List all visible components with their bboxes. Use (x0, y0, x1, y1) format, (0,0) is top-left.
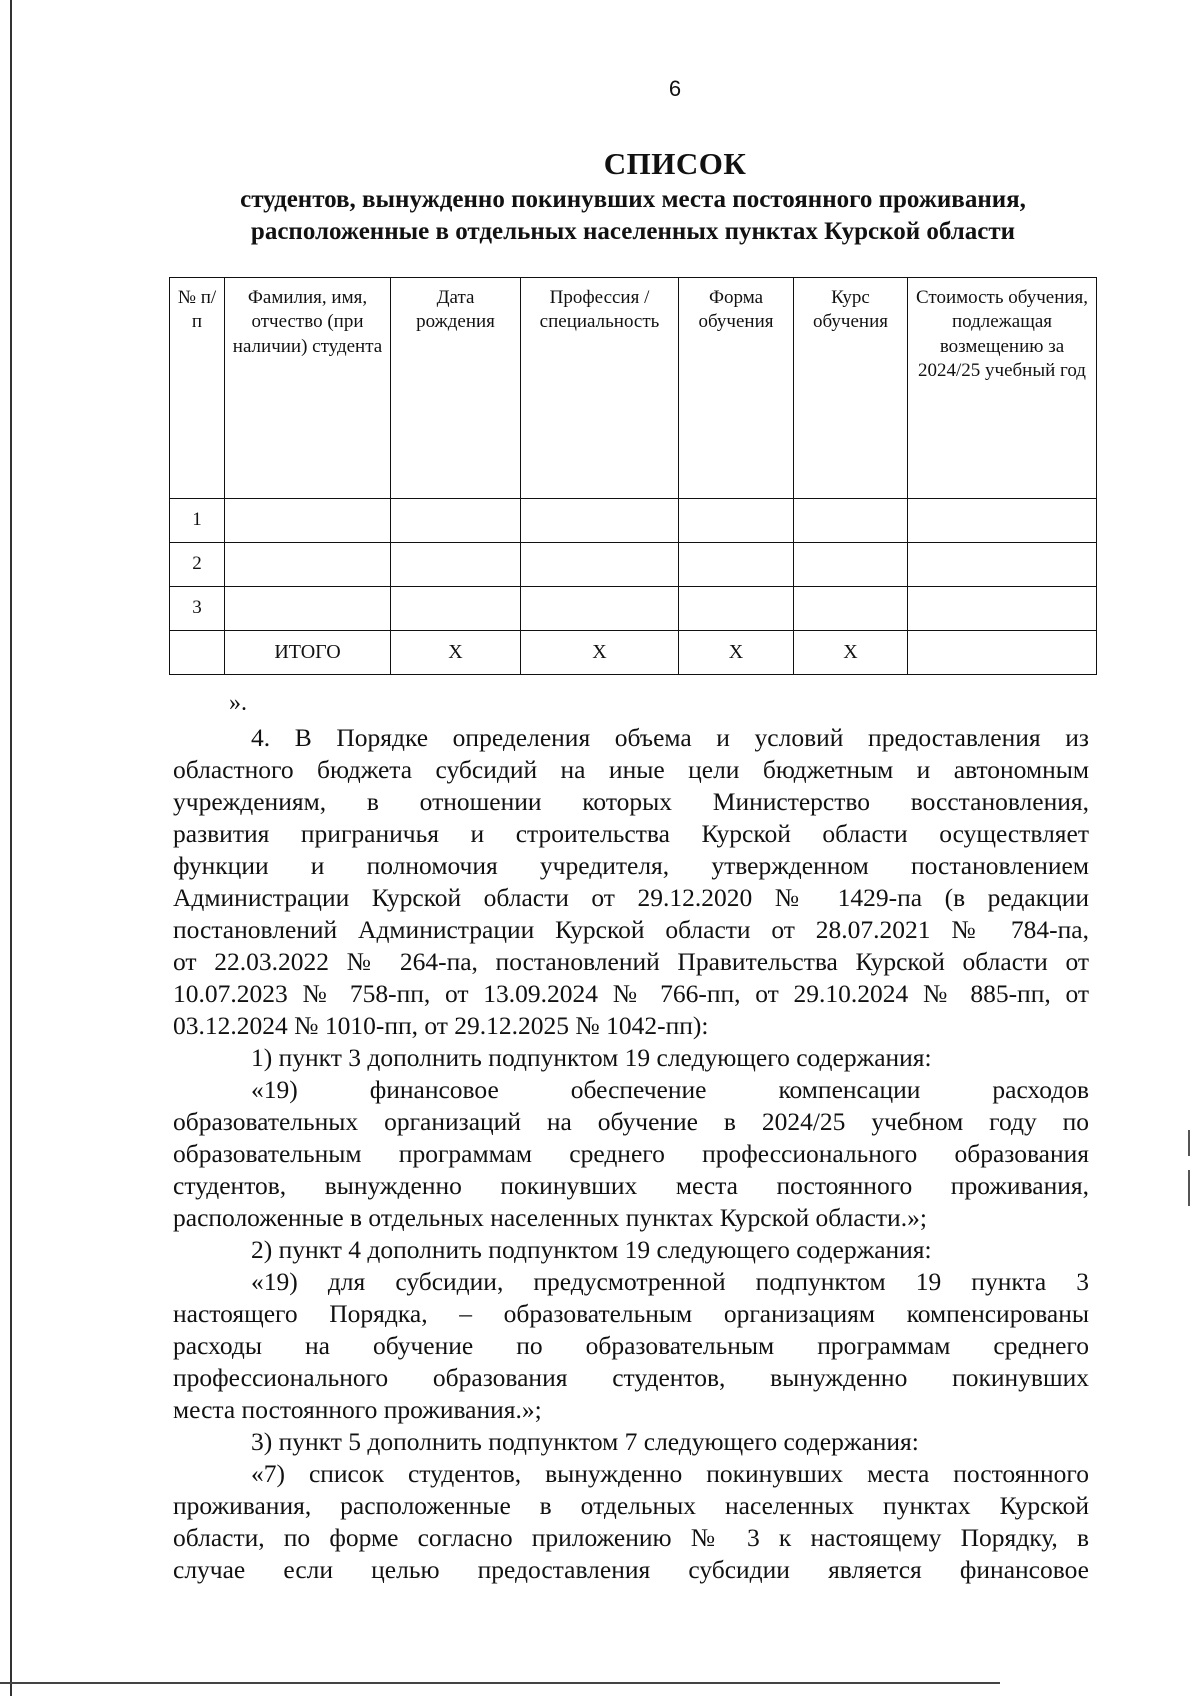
document-subtitle-line-1: студентов, вынужденно покинувших места постоянного проживания, (240, 186, 1026, 213)
header-cell-study-form: Форма обучения (679, 278, 794, 499)
total-cell: Х (391, 631, 521, 675)
total-cell (908, 631, 1097, 675)
text-line: 10.07.2023 № 758-пп, от 13.09.2024 № 766-пп, от 29.10.2024 № 885-пп, от (173, 979, 1089, 1008)
text-line: постановлений Администрации Курской области от 28.07.2021 № 784-па, (173, 915, 1089, 944)
table-cell (679, 543, 794, 587)
table-cell (391, 499, 521, 543)
table-row (170, 587, 1097, 631)
text-line: области, по форме согласно приложению № 3 к настоящему Порядку, в (173, 1523, 1089, 1552)
table-cell (794, 543, 908, 587)
table-cell (679, 499, 794, 543)
header-cell-birth-date: Дата рождения (391, 278, 521, 499)
page-number: 6 (668, 76, 682, 101)
text-line: учреждениям, в отношении которых Министерство восстановления, (173, 787, 1089, 816)
item-2-text: 2) пункт 4 дополнить подпунктом 19 следующего содержания: (251, 1235, 932, 1264)
total-cell (170, 631, 225, 675)
table-cell (794, 587, 908, 631)
table-cell (908, 499, 1097, 543)
table-cell (521, 587, 679, 631)
header-cell-course: Курс обучения (794, 278, 908, 499)
total-cell: Х (679, 631, 794, 675)
text-line: функции и полномочия учредителя, утвержденном постановлением (173, 851, 1089, 880)
text-line: «7) список студентов, вынужденно покинувших места постоянного (251, 1459, 1089, 1488)
table-cell (225, 543, 391, 587)
text-line: расположенные в отдельных населенных пунктах Курской области.»; (173, 1203, 927, 1232)
text-line: 03.12.2024 № 1010-пп, от 29.12.2025 № 1042-пп): (173, 1011, 709, 1040)
header-cell-cost: Стоимость обучения, подлежащая возмещению за 2024/25 учебный год (908, 278, 1097, 499)
text-line: образовательным программам среднего профессионального образования (173, 1139, 1089, 1168)
text-line: от 22.03.2022 № 264-па, постановлений Правительства Курской области от (173, 947, 1089, 976)
total-cell: Х (521, 631, 679, 675)
text-line: Администрации Курской области от 29.12.2020 № 1429-па (в редакции (173, 883, 1089, 912)
text-line: случае если целью предоставления субсидии является финансовое (173, 1555, 1089, 1584)
text-line: 4. В Порядке определения объема и условий предоставления из (251, 723, 1089, 752)
header-cell-full-name: Фамилия, имя, отчество (при наличии) студента (225, 278, 391, 499)
closing-quote: ». (229, 690, 247, 716)
table-cell (908, 587, 1097, 631)
total-label-cell: ИТОГО (225, 631, 391, 675)
scan-edge-bottom (0, 1682, 1000, 1684)
table-row (170, 543, 1097, 587)
table-cell: 2 (170, 543, 225, 587)
text-line: профессионального образования студентов, вынужденно покинувших (173, 1363, 1089, 1392)
table-cell (225, 499, 391, 543)
table-total-row (170, 631, 1097, 675)
text-line: развития приграничья и строительства Курской области осуществляет (173, 819, 1089, 848)
text-line: студентов, вынужденно покинувших места постоянного проживания, (173, 1171, 1089, 1200)
table-cell (225, 587, 391, 631)
text-line: образовательных организаций на обучение в 2024/25 учебном году по (173, 1107, 1089, 1136)
total-cell: Х (794, 631, 908, 675)
table-cell: 1 (170, 499, 225, 543)
table-cell (679, 587, 794, 631)
table-cell: 3 (170, 587, 225, 631)
scan-mark (1188, 1130, 1190, 1156)
table-cell (521, 543, 679, 587)
table-cell (391, 543, 521, 587)
header-cell-number: № п/п (170, 278, 225, 499)
table-cell (908, 543, 1097, 587)
item-3-text: 3) пункт 5 дополнить подпунктом 7 следующего содержания: (251, 1427, 919, 1456)
text-line: «19) финансовое обеспечение компенсации расходов (251, 1075, 1089, 1104)
text-line: областного бюджета субсидий на иные цели бюджетным и автономным (173, 755, 1089, 784)
paragraph-4 (173, 722, 1089, 1586)
students-table (169, 277, 1097, 675)
table-header-row (170, 278, 1097, 499)
text-line: проживания, расположенные в отдельных населенных пунктах Курской (173, 1491, 1089, 1520)
scan-edge-left (10, 0, 12, 1696)
document-subtitle-line-2: расположенные в отдельных населенных пунктах Курской области (250, 218, 1016, 245)
table-cell (794, 499, 908, 543)
document-title: СПИСОК (603, 146, 747, 181)
table-cell (391, 587, 521, 631)
table-cell (521, 499, 679, 543)
item-1-text: 1) пункт 3 дополнить подпунктом 19 следующего содержания: (251, 1043, 932, 1072)
text-line: расходы на обучение по образовательным программам среднего (173, 1331, 1089, 1360)
scan-mark (1188, 1170, 1190, 1206)
text-line: «19) для субсидии, предусмотренной подпунктом 19 пункта 3 (251, 1267, 1089, 1296)
header-cell-specialty: Профессия / специальность (521, 278, 679, 499)
text-line: места постоянного проживания.»; (173, 1395, 542, 1424)
table-row (170, 499, 1097, 543)
text-line: настоящего Порядка, – образовательным организациям компенсированы (173, 1299, 1089, 1328)
